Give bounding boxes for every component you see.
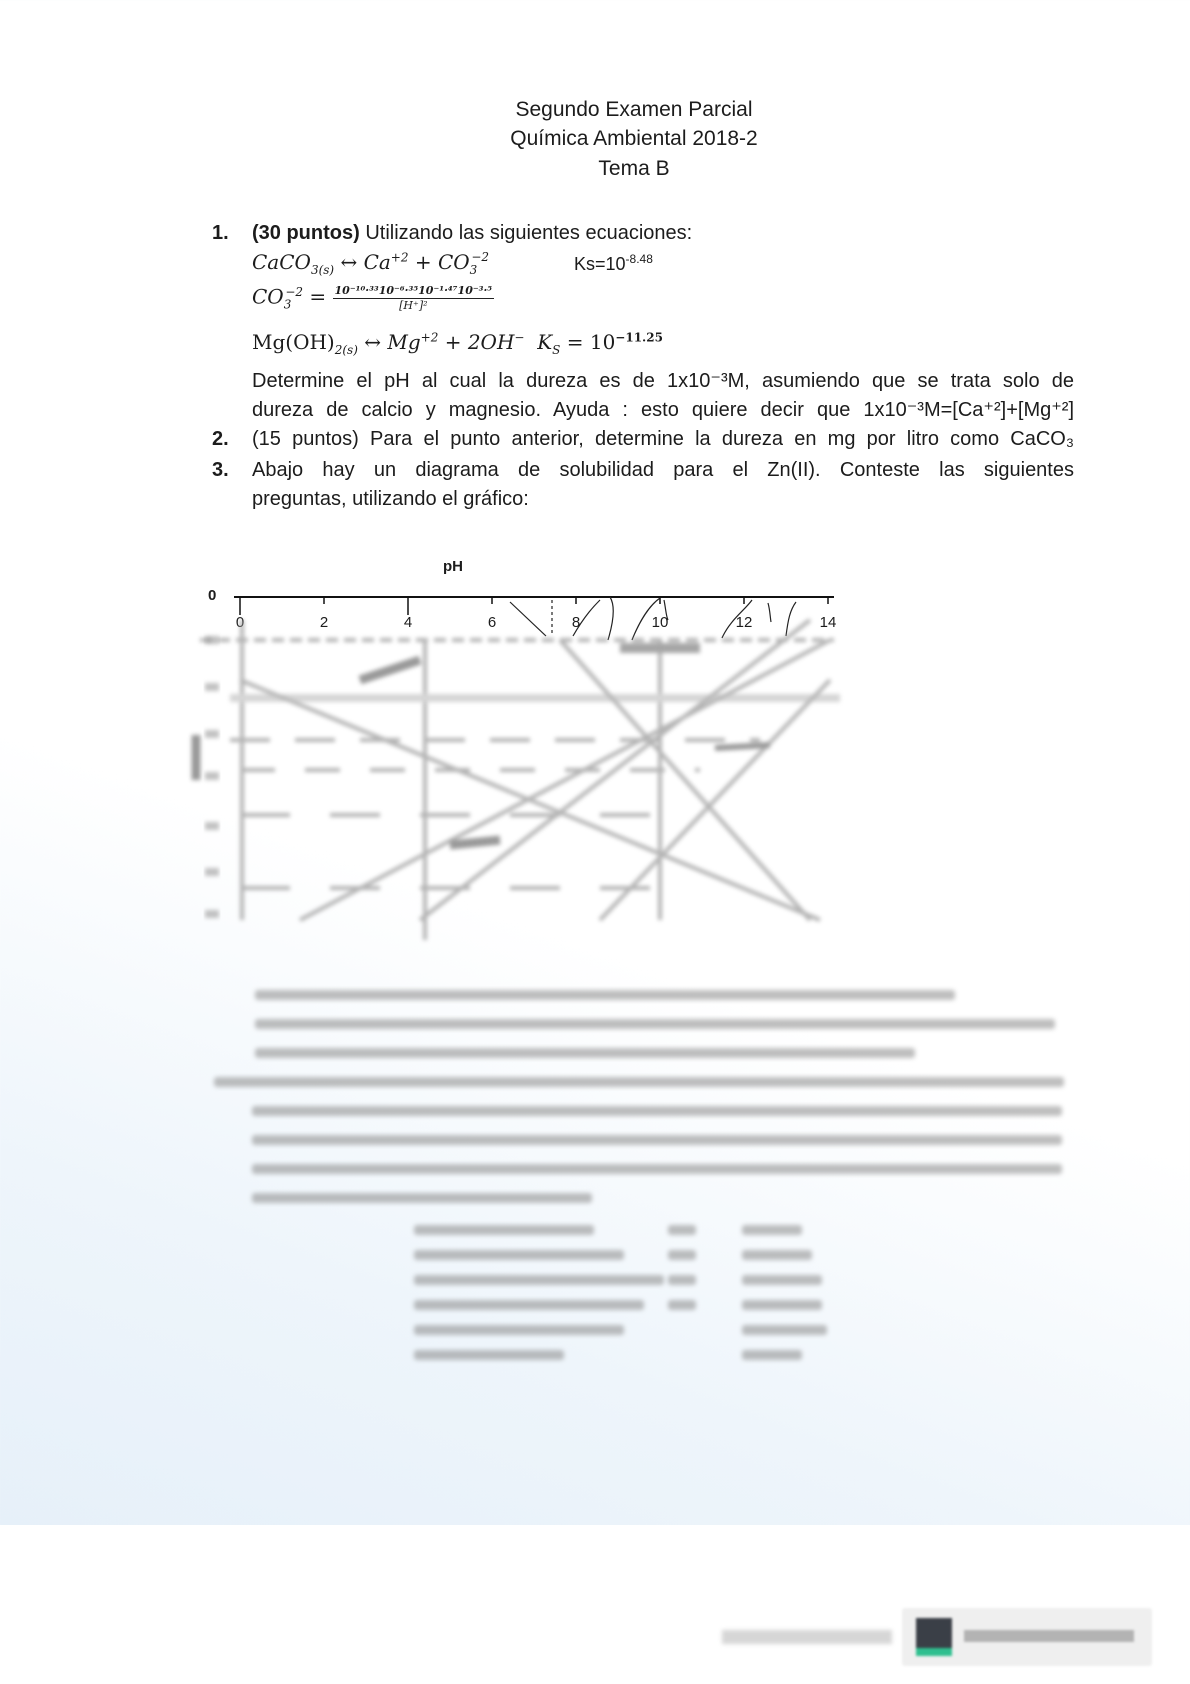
exam-theme: Tema B	[598, 157, 670, 180]
handwritten-marks	[510, 597, 796, 640]
ph-tick-label: 10	[651, 614, 669, 631]
q1-intro-text: Utilizando las siguientes ecuaciones:	[359, 222, 693, 244]
eq1-lhs: CaCO	[252, 250, 311, 274]
eq3-ks-val: = 10	[560, 330, 616, 354]
eq1-ks-label: Ks=10	[574, 254, 626, 274]
blurred-diagram-lines	[196, 620, 840, 940]
blurred-y-tick-labels	[205, 636, 219, 918]
q1-number: 1.	[212, 222, 229, 244]
eq2-numerator: 10⁻¹⁰·³³10⁻⁶·³⁵10⁻¹·⁴⁷10⁻³·⁵	[334, 284, 493, 297]
ph-tick-label: 14	[819, 614, 837, 631]
q3-number: 3.	[212, 459, 229, 481]
eq3-ks-exp: −11.25	[615, 330, 663, 345]
q3-text-2: preguntas, utilizando el gráfico:	[252, 488, 529, 510]
equation-co3: $CO_3^{-2}$ = $\frac{\text{10⁻¹⁰·³³10⁻⁶·³⁵10⁻¹·⁴⁷10⁻³·⁵}}{\text{[H⁺]²}}$	[252, 284, 493, 312]
powered-by-text	[722, 1630, 892, 1644]
eq3-lhs: Mg(OH)	[252, 330, 335, 354]
exam-title: Segundo Examen Parcial	[515, 98, 753, 121]
diagram-x-axis-label: pH	[443, 558, 463, 575]
eq2-denominator: [H⁺]²	[399, 299, 428, 312]
ph-tick-label: 0	[235, 614, 245, 631]
eq2-lhs: CO	[252, 284, 284, 309]
equation-caco3: CaCO$_{3(s)}$ ↔ $Ca^{+2} + CO_3^{-2}$	[252, 250, 490, 277]
ph-tick-label: 6	[487, 614, 497, 631]
q1-points: (30 puntos)	[252, 222, 360, 244]
course-title: Química Ambiental 2018-2	[510, 127, 758, 150]
ph-tick-label: 2	[319, 614, 329, 631]
equation-mgoh2: $Mg(OH)_{2(s)}$ ↔ $Mg^{+2} + 2OH^-$ $K_S = 10^{-11.25}$	[252, 330, 663, 357]
eq3-rhs-b: + 2OH	[438, 330, 515, 354]
diagram-y-origin-label: 0	[208, 587, 217, 604]
camscanner-logo	[902, 1608, 1152, 1666]
eq1-rhs-a: ↔ Ca	[334, 250, 391, 274]
eq3-ks: K	[537, 330, 553, 354]
eq1-ks-exp: -8.48	[625, 252, 653, 266]
q2-text: (15 puntos) Para el punto anterior, determine la dureza en mg por litro como CaCO₃	[252, 428, 1074, 450]
q2-number: 2.	[212, 428, 229, 450]
ph-tick-label: 8	[571, 614, 581, 631]
ph-tick-label: 4	[403, 614, 413, 631]
q3-text-1: Abajo hay un diagrama de solubilidad para el Zn(II). Conteste las siguientes	[252, 459, 1074, 481]
ph-tick-label: 12	[735, 614, 753, 631]
eq1-rhs-b: + CO	[408, 250, 470, 274]
q1-text-1: Determine el pH al cual la dureza es de 1x10⁻³M, asumiendo que se trata solo de	[252, 370, 1074, 392]
eq3-rhs: ↔ Mg	[357, 330, 421, 354]
q1-text-2: dureza de calcio y magnesio. Ayuda : esto quiere decir que 1x10⁻³M=[Ca⁺²]+[Mg⁺²]	[252, 399, 1074, 421]
